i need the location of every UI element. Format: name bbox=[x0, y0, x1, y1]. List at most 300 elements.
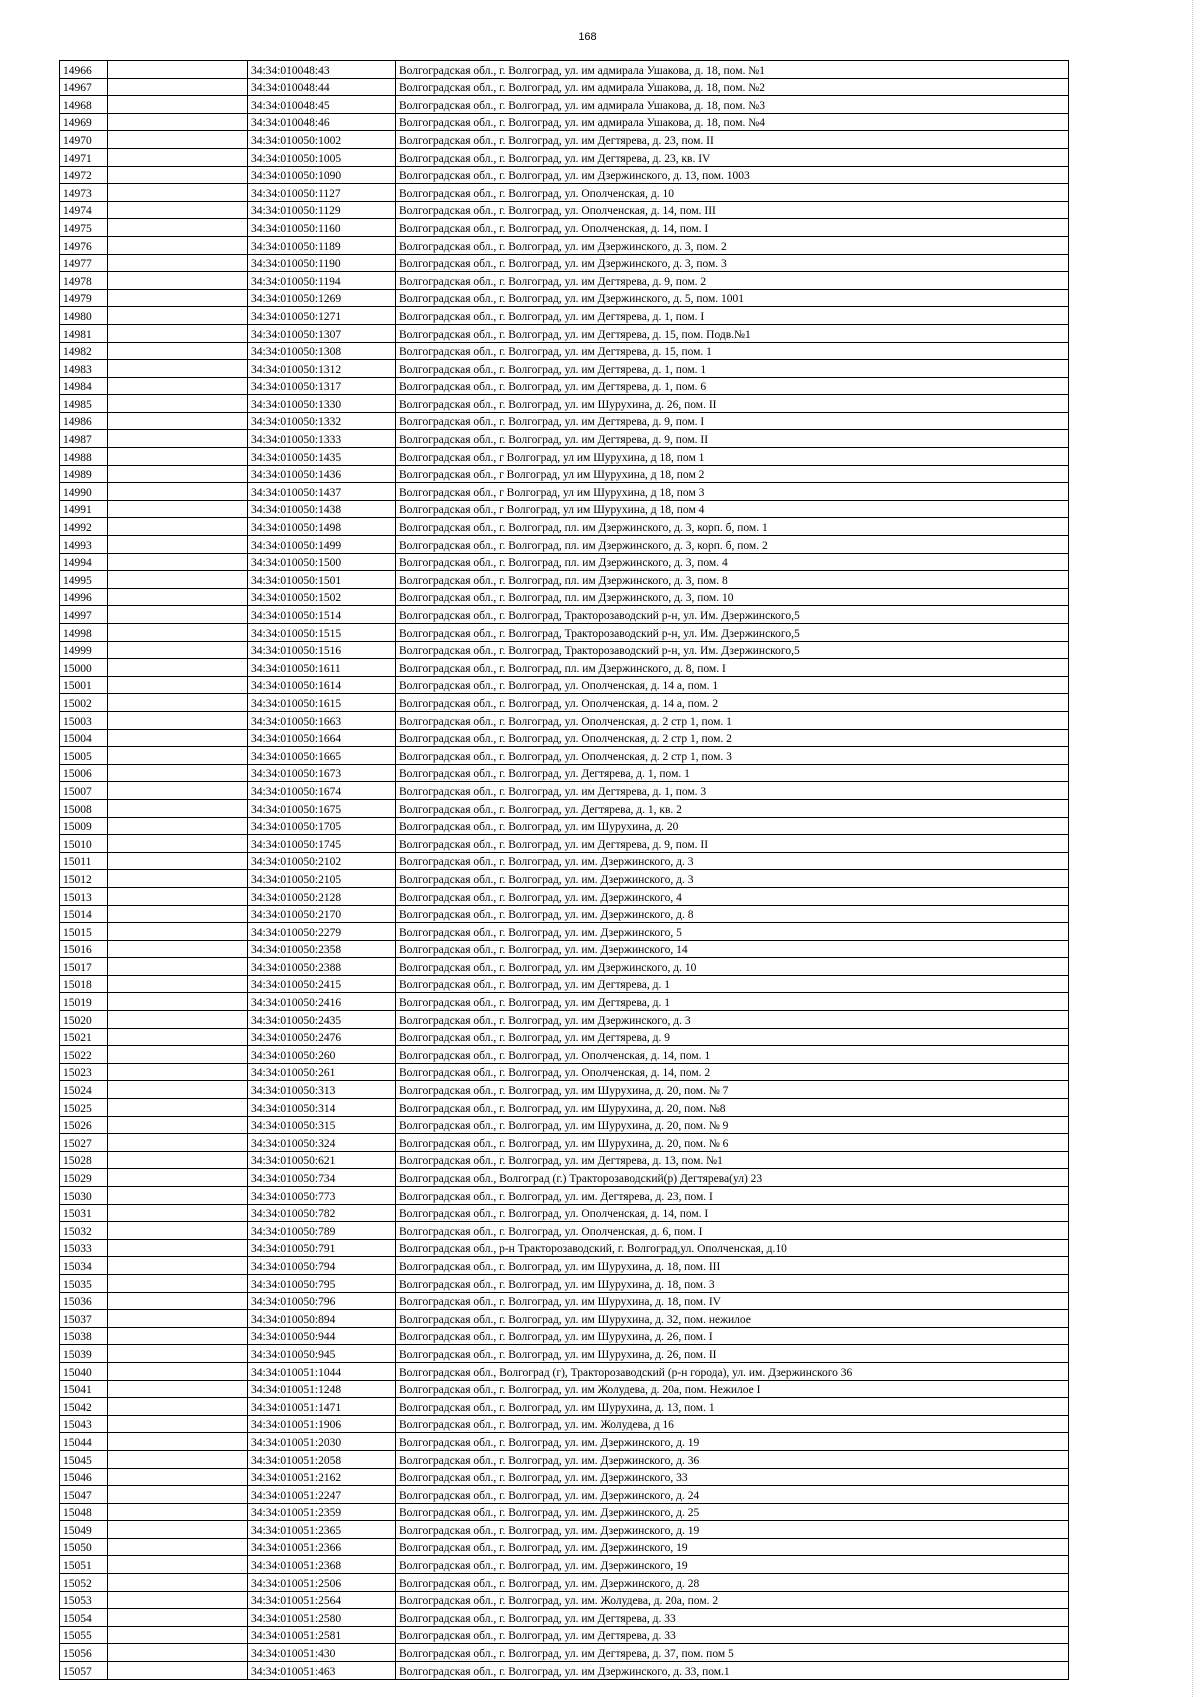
row-number-cell: 15042 bbox=[60, 1398, 108, 1416]
row-number-cell: 15046 bbox=[60, 1468, 108, 1486]
row-number-cell: 14982 bbox=[60, 342, 108, 360]
table-row bbox=[60, 782, 1069, 800]
cadastral-number-cell: 34:34:010050:2358 bbox=[248, 940, 396, 958]
table-row bbox=[60, 1239, 1069, 1257]
empty-cell bbox=[108, 1362, 248, 1380]
row-number-cell: 14980 bbox=[60, 307, 108, 325]
table-row bbox=[60, 764, 1069, 782]
table-row bbox=[60, 184, 1069, 202]
address-cell: Волгоградская обл., г. Волгоград, ул. Ополченская, д. 14, пом. I bbox=[396, 1204, 1069, 1222]
row-number-cell: 14983 bbox=[60, 360, 108, 378]
cadastral-number-cell: 34:34:010051:2564 bbox=[248, 1591, 396, 1609]
address-cell: Волгоградская обл., г. Волгоград, Тракторозаводский р-н, ул. Им. Дзержинского,5 bbox=[396, 606, 1069, 624]
row-number-cell: 15035 bbox=[60, 1274, 108, 1292]
cadastral-number-cell: 34:34:010050:2105 bbox=[248, 870, 396, 888]
table-row bbox=[60, 219, 1069, 237]
empty-cell bbox=[108, 307, 248, 325]
address-cell: Волгоградская обл., г. Волгоград, ул. им Дегтярева, д. 1, пом. 6 bbox=[396, 377, 1069, 395]
row-number-cell: 14988 bbox=[60, 448, 108, 466]
empty-cell bbox=[108, 113, 248, 131]
address-cell: Волгоградская обл., г. Волгоград, ул. Ополченская, д. 10 bbox=[396, 184, 1069, 202]
cadastral-number-cell: 34:34:010050:621 bbox=[248, 1151, 396, 1169]
row-number-cell: 14979 bbox=[60, 289, 108, 307]
cadastral-number-cell: 34:34:010051:2366 bbox=[248, 1538, 396, 1556]
address-cell: Волгоградская обл., г. Волгоград, ул. им Дегтярева, д. 33 bbox=[396, 1609, 1069, 1627]
row-number-cell: 15048 bbox=[60, 1503, 108, 1521]
cadastral-number-cell: 34:34:010051:2030 bbox=[248, 1433, 396, 1451]
cadastral-number-cell: 34:34:010050:1673 bbox=[248, 764, 396, 782]
address-cell: Волгоградская обл., г. Волгоград, ул. им Шурухина, д. 20 bbox=[396, 817, 1069, 835]
table-row bbox=[60, 1134, 1069, 1152]
empty-cell bbox=[108, 448, 248, 466]
row-number-cell: 15014 bbox=[60, 905, 108, 923]
cadastral-number-cell: 34:34:010048:44 bbox=[248, 78, 396, 96]
row-number-cell: 15036 bbox=[60, 1292, 108, 1310]
address-cell: Волгоградская обл., г. Волгоград, ул. им Шурухина, д. 26, пом. II bbox=[396, 1345, 1069, 1363]
table-row bbox=[60, 395, 1069, 413]
cadastral-number-cell: 34:34:010050:2435 bbox=[248, 1011, 396, 1029]
empty-cell bbox=[108, 536, 248, 554]
cadastral-number-cell: 34:34:010050:1308 bbox=[248, 342, 396, 360]
address-cell: Волгоградская обл., г Волгоград, ул им Шурухина, д 18, пом 2 bbox=[396, 465, 1069, 483]
empty-cell bbox=[108, 1257, 248, 1275]
table-row bbox=[60, 1433, 1069, 1451]
empty-cell bbox=[108, 923, 248, 941]
empty-cell bbox=[108, 694, 248, 712]
address-cell: Волгоградская обл., г. Волгоград, ул. Ополченская, д. 14, пом. III bbox=[396, 201, 1069, 219]
address-cell: Волгоградская обл., г. Волгоград, ул. Ополченская, д. 6, пом. I bbox=[396, 1222, 1069, 1240]
cadastral-number-cell: 34:34:010050:1501 bbox=[248, 571, 396, 589]
cadastral-number-cell: 34:34:010050:1435 bbox=[248, 448, 396, 466]
row-number-cell: 15016 bbox=[60, 940, 108, 958]
row-number-cell: 14990 bbox=[60, 483, 108, 501]
empty-cell bbox=[108, 1292, 248, 1310]
address-cell: Волгоградская обл., г. Волгоград, ул. им Дегтярева, д. 9 bbox=[396, 1028, 1069, 1046]
cadastral-number-cell: 34:34:010050:1330 bbox=[248, 395, 396, 413]
empty-cell bbox=[108, 1011, 248, 1029]
empty-cell bbox=[108, 1486, 248, 1504]
address-cell: Волгоградская обл., г. Волгоград, ул. им Дзержинского, д. 3, пом. 2 bbox=[396, 236, 1069, 254]
row-number-cell: 15039 bbox=[60, 1345, 108, 1363]
address-cell: Волгоградская обл., г. Волгоград, Тракторозаводский р-н, ул. Им. Дзержинского,5 bbox=[396, 624, 1069, 642]
empty-cell bbox=[108, 131, 248, 149]
table-row bbox=[60, 113, 1069, 131]
address-cell: Волгоградская обл., Волгоград (г), Тракторозаводский (р-н города), ул. им. Дзержинского 36 bbox=[396, 1362, 1069, 1380]
empty-cell bbox=[108, 1538, 248, 1556]
address-cell: Волгоградская обл., г. Волгоград, ул. им Дегтярева, д. 1, пом. 1 bbox=[396, 360, 1069, 378]
table-row bbox=[60, 1626, 1069, 1644]
address-cell: Волгоградская обл., г. Волгоград, ул. им Дзержинского, д. 3, пом. 3 bbox=[396, 254, 1069, 272]
cadastral-number-cell: 34:34:010051:1906 bbox=[248, 1415, 396, 1433]
table-row bbox=[60, 430, 1069, 448]
empty-cell bbox=[108, 377, 248, 395]
table-row bbox=[60, 694, 1069, 712]
row-number-cell: 15053 bbox=[60, 1591, 108, 1609]
address-cell: Волгоградская обл., г. Волгоград, ул. им Дегтярева, д. 1, пом. 3 bbox=[396, 782, 1069, 800]
empty-cell bbox=[108, 676, 248, 694]
table-row bbox=[60, 993, 1069, 1011]
cadastral-number-cell: 34:34:010050:261 bbox=[248, 1063, 396, 1081]
address-cell: Волгоградская обл., г. Волгоград, ул. им Дзержинского, д. 13, пом. 1003 bbox=[396, 166, 1069, 184]
empty-cell bbox=[108, 1274, 248, 1292]
cadastral-number-cell: 34:34:010050:1664 bbox=[248, 729, 396, 747]
table-row bbox=[60, 676, 1069, 694]
address-cell: Волгоградская обл., г. Волгоград, ул. им Дегтярева, д. 1 bbox=[396, 975, 1069, 993]
row-number-cell: 15003 bbox=[60, 711, 108, 729]
address-cell: Волгоградская обл., г. Волгоград, ул. им. Дзержинского, д. 28 bbox=[396, 1574, 1069, 1592]
address-cell: Волгоградская обл., г. Волгоград, ул. им Дегтярева, д. 9, пом. I bbox=[396, 412, 1069, 430]
cadastral-number-cell: 34:34:010051:2359 bbox=[248, 1503, 396, 1521]
table-row bbox=[60, 1521, 1069, 1539]
table-row bbox=[60, 553, 1069, 571]
address-cell: Волгоградская обл., г. Волгоград, ул. им. Дзержинского, д. 8 bbox=[396, 905, 1069, 923]
empty-cell bbox=[108, 958, 248, 976]
empty-cell bbox=[108, 96, 248, 114]
address-cell: Волгоградская обл., г. Волгоград, ул. им. Дзержинского, д. 24 bbox=[396, 1486, 1069, 1504]
cadastral-number-cell: 34:34:010050:1705 bbox=[248, 817, 396, 835]
empty-cell bbox=[108, 1081, 248, 1099]
empty-cell bbox=[108, 1099, 248, 1117]
table-row bbox=[60, 1327, 1069, 1345]
cadastral-number-cell: 34:34:010048:45 bbox=[248, 96, 396, 114]
address-cell: Волгоградская обл., г. Волгоград, ул. им адмирала Ушакова, д. 18, пом. №2 bbox=[396, 78, 1069, 96]
row-number-cell: 14972 bbox=[60, 166, 108, 184]
table-row bbox=[60, 1644, 1069, 1662]
empty-cell bbox=[108, 219, 248, 237]
cadastral-number-cell: 34:34:010050:313 bbox=[248, 1081, 396, 1099]
empty-cell bbox=[108, 1116, 248, 1134]
row-number-cell: 15044 bbox=[60, 1433, 108, 1451]
row-number-cell: 14974 bbox=[60, 201, 108, 219]
table-row bbox=[60, 659, 1069, 677]
empty-cell bbox=[108, 782, 248, 800]
address-cell: Волгоградская обл., г. Волгоград, ул. им. Дзержинского, д. 36 bbox=[396, 1450, 1069, 1468]
cadastral-number-cell: 34:34:010050:314 bbox=[248, 1099, 396, 1117]
table-row bbox=[60, 1310, 1069, 1328]
empty-cell bbox=[108, 1433, 248, 1451]
empty-cell bbox=[108, 324, 248, 342]
empty-cell bbox=[108, 1468, 248, 1486]
empty-cell bbox=[108, 553, 248, 571]
row-number-cell: 14987 bbox=[60, 430, 108, 448]
empty-cell bbox=[108, 1415, 248, 1433]
table-row bbox=[60, 61, 1069, 79]
row-number-cell: 14998 bbox=[60, 624, 108, 642]
empty-cell bbox=[108, 729, 248, 747]
empty-cell bbox=[108, 1310, 248, 1328]
address-cell: Волгоградская обл., г. Волгоград, ул. им Дегтярева, д. 15, пом. Подв.№1 bbox=[396, 324, 1069, 342]
table-row bbox=[60, 817, 1069, 835]
empty-cell bbox=[108, 1556, 248, 1574]
row-number-cell: 14995 bbox=[60, 571, 108, 589]
cadastral-number-cell: 34:34:010050:796 bbox=[248, 1292, 396, 1310]
cadastral-number-cell: 34:34:010050:1674 bbox=[248, 782, 396, 800]
cadastral-number-cell: 34:34:010050:1437 bbox=[248, 483, 396, 501]
cadastral-number-cell: 34:34:010050:944 bbox=[248, 1327, 396, 1345]
table-row bbox=[60, 1538, 1069, 1556]
empty-cell bbox=[108, 518, 248, 536]
address-cell: Волгоградская обл., г. Волгоград, ул. им Шурухина, д. 20, пом. № 6 bbox=[396, 1134, 1069, 1152]
table-row bbox=[60, 1591, 1069, 1609]
empty-cell bbox=[108, 905, 248, 923]
registry-table-body bbox=[60, 61, 1069, 1680]
empty-cell bbox=[108, 395, 248, 413]
row-number-cell: 14984 bbox=[60, 377, 108, 395]
address-cell: Волгоградская обл., г. Волгоград, ул. Дегтярева, д. 1, кв. 2 bbox=[396, 799, 1069, 817]
empty-cell bbox=[108, 342, 248, 360]
empty-cell bbox=[108, 993, 248, 1011]
address-cell: Волгоградская обл., г. Волгоград, ул. им. Дзержинского, д. 3 bbox=[396, 870, 1069, 888]
row-number-cell: 15050 bbox=[60, 1538, 108, 1556]
table-row bbox=[60, 1380, 1069, 1398]
table-row bbox=[60, 905, 1069, 923]
row-number-cell: 15008 bbox=[60, 799, 108, 817]
row-number-cell: 15011 bbox=[60, 852, 108, 870]
table-row bbox=[60, 887, 1069, 905]
table-row bbox=[60, 377, 1069, 395]
address-cell: Волгоградская обл., г. Волгоград, Тракторозаводский р-н, ул. Им. Дзержинского,5 bbox=[396, 641, 1069, 659]
address-cell: Волгоградская обл., г. Волгоград, ул. им Шурухина, д. 18, пом. III bbox=[396, 1257, 1069, 1275]
table-row bbox=[60, 1011, 1069, 1029]
row-number-cell: 15018 bbox=[60, 975, 108, 993]
address-cell: Волгоградская обл., г Волгоград, ул им Шурухина, д 18, пом 1 bbox=[396, 448, 1069, 466]
empty-cell bbox=[108, 1169, 248, 1187]
cadastral-number-cell: 34:34:010050:794 bbox=[248, 1257, 396, 1275]
row-number-cell: 15052 bbox=[60, 1574, 108, 1592]
empty-cell bbox=[108, 483, 248, 501]
empty-cell bbox=[108, 465, 248, 483]
empty-cell bbox=[108, 1239, 248, 1257]
empty-cell bbox=[108, 711, 248, 729]
address-cell: Волгоградская обл., г. Волгоград, ул. им Дегтярева, д. 23, пом. II bbox=[396, 131, 1069, 149]
table-row bbox=[60, 1099, 1069, 1117]
address-cell: Волгоградская обл., г. Волгоград, ул. им Шурухина, д. 20, пом. №8 bbox=[396, 1099, 1069, 1117]
table-row bbox=[60, 1063, 1069, 1081]
cadastral-number-cell: 34:34:010050:734 bbox=[248, 1169, 396, 1187]
row-number-cell: 15029 bbox=[60, 1169, 108, 1187]
table-row bbox=[60, 201, 1069, 219]
row-number-cell: 15033 bbox=[60, 1239, 108, 1257]
table-row bbox=[60, 1609, 1069, 1627]
cadastral-number-cell: 34:34:010050:782 bbox=[248, 1204, 396, 1222]
table-row bbox=[60, 624, 1069, 642]
cadastral-number-cell: 34:34:010051:430 bbox=[248, 1644, 396, 1662]
row-number-cell: 15037 bbox=[60, 1310, 108, 1328]
table-row bbox=[60, 96, 1069, 114]
table-row bbox=[60, 412, 1069, 430]
row-number-cell: 15005 bbox=[60, 747, 108, 765]
table-row bbox=[60, 1274, 1069, 1292]
address-cell: Волгоградская обл., г. Волгоград, ул. им Дзержинского, д. 10 bbox=[396, 958, 1069, 976]
address-cell: Волгоградская обл., г. Волгоград, ул. им Дегтярева, д. 9, пом. II bbox=[396, 835, 1069, 853]
cadastral-number-cell: 34:34:010050:1665 bbox=[248, 747, 396, 765]
cadastral-number-cell: 34:34:010050:2102 bbox=[248, 852, 396, 870]
cadastral-number-cell: 34:34:010050:1611 bbox=[248, 659, 396, 677]
empty-cell bbox=[108, 1151, 248, 1169]
cadastral-number-cell: 34:34:010051:2162 bbox=[248, 1468, 396, 1486]
table-row bbox=[60, 1415, 1069, 1433]
address-cell: Волгоградская обл., г. Волгоград, ул. им. Дзержинского, 19 bbox=[396, 1556, 1069, 1574]
cadastral-number-cell: 34:34:010050:1436 bbox=[248, 465, 396, 483]
table-row bbox=[60, 975, 1069, 993]
empty-cell bbox=[108, 78, 248, 96]
table-row bbox=[60, 1222, 1069, 1240]
cadastral-number-cell: 34:34:010050:1332 bbox=[248, 412, 396, 430]
row-number-cell: 15049 bbox=[60, 1521, 108, 1539]
address-cell: Волгоградская обл., г. Волгоград, пл. им Дзержинского, д. 3, пом. 4 bbox=[396, 553, 1069, 571]
address-cell: Волгоградская обл., г. Волгоград, ул. Ополченская, д. 14, пом. 2 bbox=[396, 1063, 1069, 1081]
row-number-cell: 14994 bbox=[60, 553, 108, 571]
address-cell: Волгоградская обл., г. Волгоград, ул. им Дегтярева, д. 1, пом. I bbox=[396, 307, 1069, 325]
cadastral-number-cell: 34:34:010051:2580 bbox=[248, 1609, 396, 1627]
cadastral-number-cell: 34:34:010050:2476 bbox=[248, 1028, 396, 1046]
address-cell: Волгоградская обл., г. Волгоград, ул. им Дзержинского, д. 5, пом. 1001 bbox=[396, 289, 1069, 307]
cadastral-number-cell: 34:34:010051:1044 bbox=[248, 1362, 396, 1380]
cadastral-number-cell: 34:34:010050:1498 bbox=[248, 518, 396, 536]
table-row bbox=[60, 852, 1069, 870]
address-cell: Волгоградская обл., г. Волгоград, ул. им Шурухина, д. 18, пом. 3 bbox=[396, 1274, 1069, 1292]
row-number-cell: 15017 bbox=[60, 958, 108, 976]
row-number-cell: 14989 bbox=[60, 465, 108, 483]
row-number-cell: 14968 bbox=[60, 96, 108, 114]
address-cell: Волгоградская обл., г. Волгоград, ул. им Шурухина, д. 32, пом. нежилое bbox=[396, 1310, 1069, 1328]
empty-cell bbox=[108, 835, 248, 853]
address-cell: Волгоградская обл., г. Волгоград, ул. им Дегтярева, д. 9, пом. 2 bbox=[396, 272, 1069, 290]
row-number-cell: 15031 bbox=[60, 1204, 108, 1222]
row-number-cell: 14991 bbox=[60, 500, 108, 518]
row-number-cell: 15013 bbox=[60, 887, 108, 905]
empty-cell bbox=[108, 1503, 248, 1521]
cadastral-number-cell: 34:34:010050:1615 bbox=[248, 694, 396, 712]
cadastral-number-cell: 34:34:010051:2368 bbox=[248, 1556, 396, 1574]
row-number-cell: 15043 bbox=[60, 1415, 108, 1433]
empty-cell bbox=[108, 184, 248, 202]
row-number-cell: 14976 bbox=[60, 236, 108, 254]
row-number-cell: 15022 bbox=[60, 1046, 108, 1064]
address-cell: Волгоградская обл., г. Волгоград, ул. Ополченская, д. 14 а, пом. 2 bbox=[396, 694, 1069, 712]
empty-cell bbox=[108, 747, 248, 765]
empty-cell bbox=[108, 1626, 248, 1644]
table-row bbox=[60, 500, 1069, 518]
address-cell: Волгоградская обл., г. Волгоград, ул. им Дегтярева, д. 15, пом. 1 bbox=[396, 342, 1069, 360]
cadastral-number-cell: 34:34:010050:791 bbox=[248, 1239, 396, 1257]
cadastral-number-cell: 34:34:010050:1745 bbox=[248, 835, 396, 853]
address-cell: Волгоградская обл., г. Волгоград, ул. им. Дзержинского, д. 3 bbox=[396, 852, 1069, 870]
address-cell: Волгоградская обл., г. Волгоград, ул. им. Дзержинского, д. 25 bbox=[396, 1503, 1069, 1521]
row-number-cell: 15040 bbox=[60, 1362, 108, 1380]
address-cell: Волгоградская обл., г. Волгоград, ул. Ополченская, д. 2 стр 1, пом. 3 bbox=[396, 747, 1069, 765]
table-row bbox=[60, 360, 1069, 378]
row-number-cell: 15025 bbox=[60, 1099, 108, 1117]
address-cell: Волгоградская обл., г. Волгоград, ул. им. Дзержинского, 19 bbox=[396, 1538, 1069, 1556]
table-row bbox=[60, 1468, 1069, 1486]
address-cell: Волгоградская обл., г. Волгоград, пл. им Дзержинского, д. 3, корп. б, пом. 1 bbox=[396, 518, 1069, 536]
cadastral-number-cell: 34:34:010050:1317 bbox=[248, 377, 396, 395]
table-row bbox=[60, 1450, 1069, 1468]
table-row bbox=[60, 571, 1069, 589]
table-row bbox=[60, 1081, 1069, 1099]
row-number-cell: 14992 bbox=[60, 518, 108, 536]
row-number-cell: 14967 bbox=[60, 78, 108, 96]
empty-cell bbox=[108, 500, 248, 518]
address-cell: Волгоградская обл., г. Волгоград, ул. Дегтярева, д. 1, пом. 1 bbox=[396, 764, 1069, 782]
address-cell: Волгоградская обл., г. Волгоград, ул. Ополченская, д. 14 а, пом. 1 bbox=[396, 676, 1069, 694]
empty-cell bbox=[108, 940, 248, 958]
cadastral-number-cell: 34:34:010051:1471 bbox=[248, 1398, 396, 1416]
table-row bbox=[60, 1503, 1069, 1521]
registry-table bbox=[59, 60, 1069, 1680]
empty-cell bbox=[108, 1398, 248, 1416]
table-row bbox=[60, 1187, 1069, 1205]
row-number-cell: 15006 bbox=[60, 764, 108, 782]
address-cell: Волгоградская обл., г. Волгоград, ул. им Шурухина, д. 26, пом. II bbox=[396, 395, 1069, 413]
scan-edge-line bbox=[1192, 0, 1194, 1697]
empty-cell bbox=[108, 1187, 248, 1205]
row-number-cell: 14975 bbox=[60, 219, 108, 237]
empty-cell bbox=[108, 1450, 248, 1468]
address-cell: Волгоградская обл., г. Волгоград, ул. Ополченская, д. 14, пом. I bbox=[396, 219, 1069, 237]
row-number-cell: 14977 bbox=[60, 254, 108, 272]
cadastral-number-cell: 34:34:010051:2365 bbox=[248, 1521, 396, 1539]
table-row bbox=[60, 536, 1069, 554]
empty-cell bbox=[108, 148, 248, 166]
empty-cell bbox=[108, 1204, 248, 1222]
cadastral-number-cell: 34:34:010050:894 bbox=[248, 1310, 396, 1328]
empty-cell bbox=[108, 887, 248, 905]
empty-cell bbox=[108, 201, 248, 219]
table-row bbox=[60, 1169, 1069, 1187]
cadastral-number-cell: 34:34:010051:2247 bbox=[248, 1486, 396, 1504]
row-number-cell: 15023 bbox=[60, 1063, 108, 1081]
row-number-cell: 14997 bbox=[60, 606, 108, 624]
empty-cell bbox=[108, 1662, 248, 1680]
row-number-cell: 15054 bbox=[60, 1609, 108, 1627]
empty-cell bbox=[108, 1134, 248, 1152]
cadastral-number-cell: 34:34:010050:315 bbox=[248, 1116, 396, 1134]
row-number-cell: 15034 bbox=[60, 1257, 108, 1275]
row-number-cell: 14973 bbox=[60, 184, 108, 202]
empty-cell bbox=[108, 1521, 248, 1539]
row-number-cell: 15027 bbox=[60, 1134, 108, 1152]
row-number-cell: 15028 bbox=[60, 1151, 108, 1169]
row-number-cell: 15009 bbox=[60, 817, 108, 835]
table-row bbox=[60, 940, 1069, 958]
address-cell: Волгоградская обл., г. Волгоград, ул. им. Дзержинского, 14 bbox=[396, 940, 1069, 958]
table-row bbox=[60, 518, 1069, 536]
cadastral-number-cell: 34:34:010050:1614 bbox=[248, 676, 396, 694]
row-number-cell: 15055 bbox=[60, 1626, 108, 1644]
row-number-cell: 15045 bbox=[60, 1450, 108, 1468]
table-row bbox=[60, 1116, 1069, 1134]
cadastral-number-cell: 34:34:010050:945 bbox=[248, 1345, 396, 1363]
empty-cell bbox=[108, 360, 248, 378]
row-number-cell: 15056 bbox=[60, 1644, 108, 1662]
cadastral-number-cell: 34:34:010050:1500 bbox=[248, 553, 396, 571]
address-cell: Волгоградская обл., г. Волгоград, ул. им. Дзержинского, 4 bbox=[396, 887, 1069, 905]
cadastral-number-cell: 34:34:010050:2128 bbox=[248, 887, 396, 905]
table-row bbox=[60, 729, 1069, 747]
address-cell: Волгоградская обл., г. Волгоград, ул. им адмирала Ушакова, д. 18, пом. №1 bbox=[396, 61, 1069, 79]
row-number-cell: 14985 bbox=[60, 395, 108, 413]
table-row bbox=[60, 1398, 1069, 1416]
empty-cell bbox=[108, 975, 248, 993]
cadastral-number-cell: 34:34:010048:46 bbox=[248, 113, 396, 131]
row-number-cell: 14978 bbox=[60, 272, 108, 290]
table-row bbox=[60, 307, 1069, 325]
table-row bbox=[60, 465, 1069, 483]
table-row bbox=[60, 1204, 1069, 1222]
row-number-cell: 14993 bbox=[60, 536, 108, 554]
